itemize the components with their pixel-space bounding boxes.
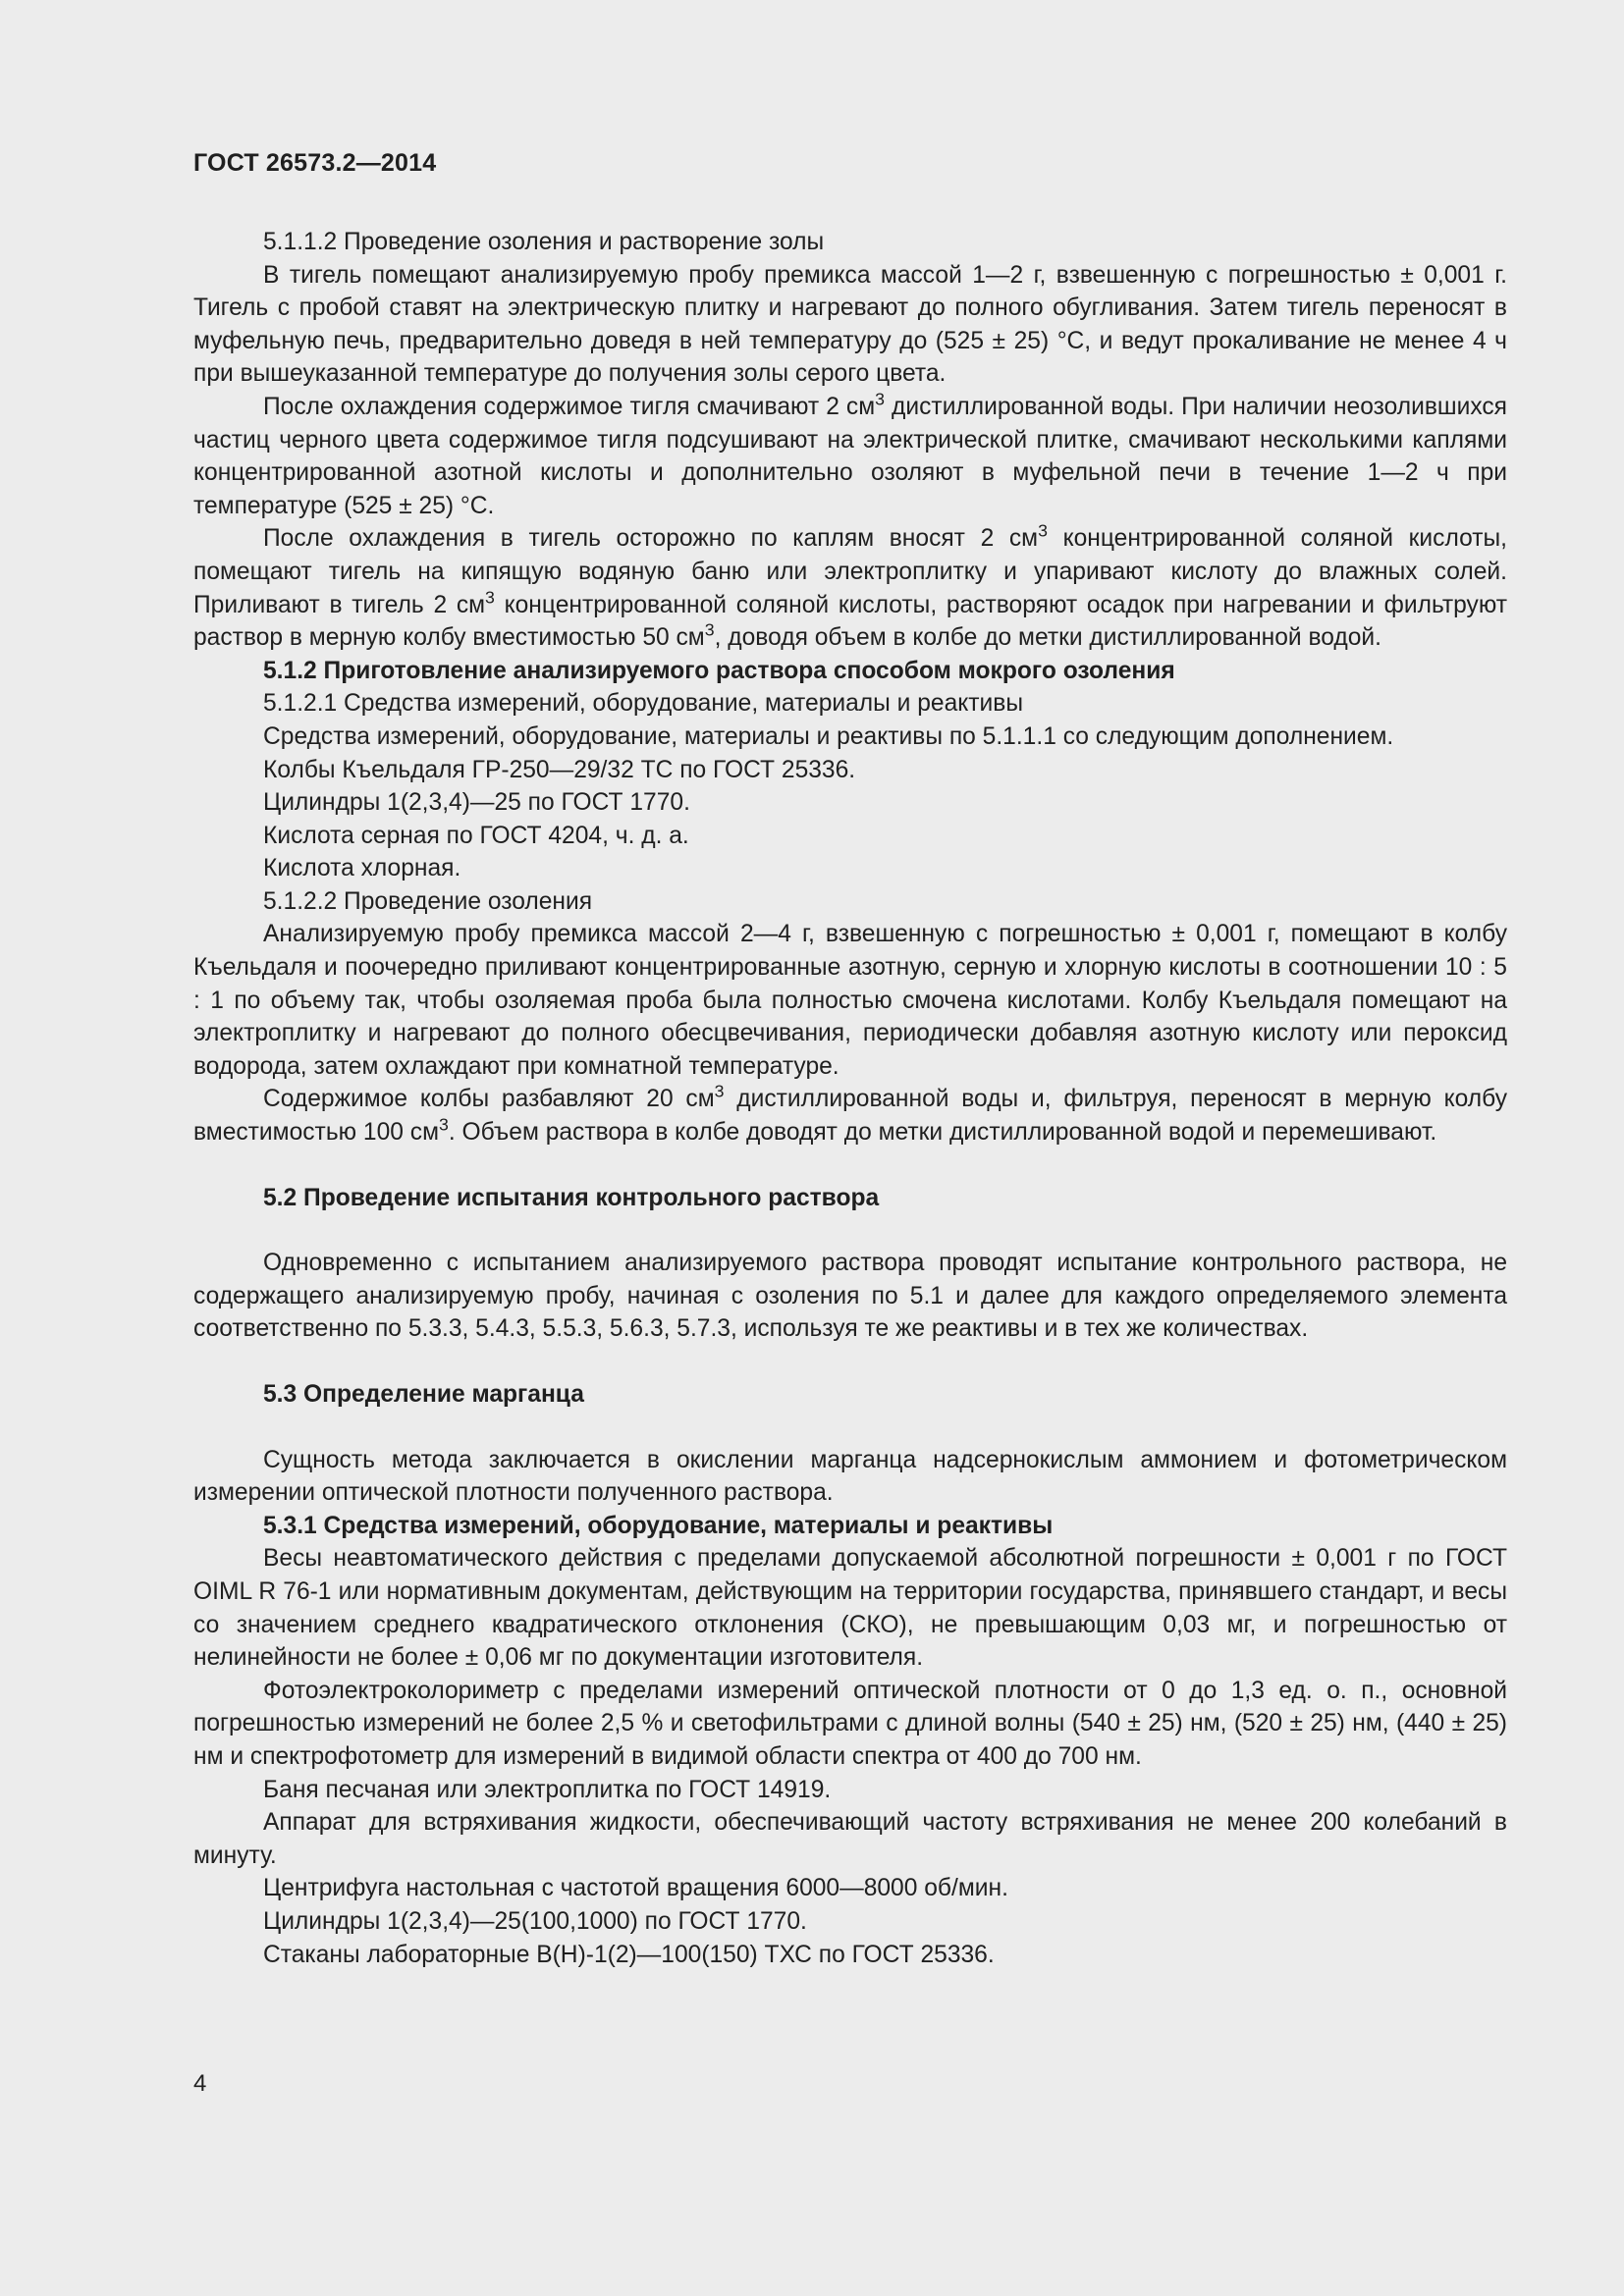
text-segment: Весы неавтоматического действия с пределами допускаемой абсолютной погрешности ± 0,001 г по ГОСТ OIML R 76-1 или нормативным документам, действующим на территории государства, принявшего стандарт, и весы со значением среднего квадратического отклонения (СКО), не превышающим 0,03 мг, и погрешностью от нелинейности не более ± 0,06 мг по документации изготовителя. xyxy=(193,1545,1507,1672)
text-segment: 5.2 Проведение испытания контрольного раствора xyxy=(263,1184,880,1211)
paragraph xyxy=(193,1774,1507,1807)
text-segment: 5.1.2.1 Средства измерений, оборудование, материалы и реактивы xyxy=(263,690,1024,718)
text-segment: 5.1.2 Приготовление анализируемого раствора способом мокрого озоления xyxy=(263,657,1175,684)
paragraph xyxy=(193,754,1507,787)
section-heading xyxy=(193,655,1507,688)
text-segment: Центрифуга настольная с частотой вращения 6000—8000 об/мин. xyxy=(263,1875,1008,1902)
text-segment: 5.3 Определение марганца xyxy=(263,1381,584,1408)
document-body xyxy=(193,226,1507,1971)
section-heading xyxy=(193,1510,1507,1543)
text-segment: концентрированной соляной кислоты, растворяют осадок при нагревании и фильтруют раствор в мерную колбу вместимостью 50 см xyxy=(193,591,1507,652)
paragraph xyxy=(193,226,1507,259)
text-segment: Кислота серная по ГОСТ 4204, ч. д. а. xyxy=(263,822,689,849)
document-header: ГОСТ 26573.2—2014 xyxy=(193,149,437,177)
text-segment: Содержимое колбы разбавляют 20 см xyxy=(263,1086,715,1113)
text-segment: 5.1.1.2 Проведение озоления и растворение золы xyxy=(263,229,825,255)
paragraph xyxy=(193,721,1507,754)
text-segment: дистиллированной воды. При наличии неозолившихся частиц черного цвета содержимое тигля подсушивают на электрической плитке, смачивают несколькими каплями концентрированной азотной кислоты и дополнительно озоляют в муфельной печи в течение 1—2 ч при температуре (525 ± 25) °С. xyxy=(193,393,1507,519)
paragraph xyxy=(193,786,1507,820)
text-segment: В тигель помещают анализируемую пробу премикса массой 1—2 г, взвешенную с погрешностью ± 0,001 г. Тигель с пробой ставят на электрическую плитку и нагревают до полного обугливания. Затем тигель переносят в муфельную печь, предварительно доведя в ней температуру до (525 ± 25) °С, и ведут прокаливание не менее 4 ч при вышеуказанной температуре до получения золы серого цвета. xyxy=(193,261,1507,388)
paragraph xyxy=(193,1806,1507,1872)
superscript: 3 xyxy=(1038,520,1048,541)
text-segment: 5.1.2.2 Проведение озоления xyxy=(263,887,593,915)
text-segment: Сущность метода заключается в окислении марганца надсернокислым аммонием и фотометрическом измерении оптической плотности полученного раствора. xyxy=(193,1446,1507,1507)
paragraph xyxy=(193,1675,1507,1774)
text-segment: Средства измерений, оборудование, материалы и реактивы по 5.1.1.1 со следующим дополнением. xyxy=(263,722,1394,750)
text-segment: Одновременно с испытанием анализируемого раствора проводят испытание контрольного раствора, не содержащего анализируемую пробу, начиная с озоления по 5.1 и далее для каждого определяемого элемента соответственно по 5.3.3, 5.4.3, 5.5.3, 5.6.3, 5.7.3, используя те же реактивы и в тех же количествах. xyxy=(193,1250,1507,1343)
superscript: 3 xyxy=(485,586,495,607)
text-segment: Фотоэлектроколориметр с пределами измерений оптической плотности от 0 до 1,3 ед. о. п., основной погрешностью измерений не более 2,5 % и светофильтрами с длиной волны (540 ± 25) нм, (520 ± 25) нм, (440 ± 25) нм и спектрофотометр для измерений в видимой области спектра от 400 до 700 нм. xyxy=(193,1677,1507,1770)
paragraph xyxy=(193,1083,1507,1148)
text-segment: После охлаждения в тигель осторожно по каплям вносят 2 см xyxy=(263,525,1039,553)
text-segment: дистиллированной воды и, фильтруя, переносят в мерную колбу вместимостью 100 см xyxy=(193,1086,1507,1147)
superscript: 3 xyxy=(875,389,885,409)
superscript: 3 xyxy=(714,1081,725,1101)
text-segment: 5.3.1 Средства измерений, оборудование, материалы и реактивы xyxy=(263,1512,1054,1539)
paragraph xyxy=(193,820,1507,853)
text-segment: Аппарат для встряхивания жидкости, обеспечивающий частоту встряхивания не менее 200 колебаний в минуту. xyxy=(193,1809,1507,1869)
paragraph xyxy=(193,391,1507,522)
paragraph xyxy=(193,1444,1507,1510)
paragraph xyxy=(193,885,1507,919)
text-segment: , доводя объем в колбе до метки дистиллированной водой. xyxy=(714,624,1382,652)
paragraph xyxy=(193,1542,1507,1674)
text-segment: Анализируемую пробу премикса массой 2—4 г, взвешенную с погрешностью ± 0,001 г, помещают в колбу Къельдаля и поочередно приливают концентрированные азотную, серную и хлорную кислоты в соотношении 10 : 5 : 1 по объему так, чтобы озоляемая проба была полностью смочена кислотами. Колбу Къельдаля помещают на электроплитку и нагревают до полного обесцвечивания, периодически добавляя азотную кислоту или пероксид водорода, затем охлаждают при комнатной температуре. xyxy=(193,921,1507,1080)
text-segment: Цилиндры 1(2,3,4)—25 по ГОСТ 1770. xyxy=(263,789,690,817)
text-segment: После охлаждения содержимое тигля смачивают 2 см xyxy=(263,393,876,420)
section-heading xyxy=(193,1182,1507,1215)
paragraph xyxy=(193,918,1507,1083)
paragraph xyxy=(193,1905,1507,1939)
paragraph xyxy=(193,259,1507,391)
superscript: 3 xyxy=(438,1114,449,1135)
paragraph xyxy=(193,522,1507,654)
text-segment: . Объем раствора в колбе доводят до метки дистиллированной водой и перемешивают. xyxy=(448,1119,1437,1147)
paragraph xyxy=(193,852,1507,885)
section-heading xyxy=(193,1378,1507,1412)
paragraph xyxy=(193,687,1507,721)
text-segment: концентрированной соляной кислоты, помещают тигель на кипящую водяную баню или электроплитку и упаривают кислоту до влажных солей. Приливают в тигель 2 см xyxy=(193,525,1507,618)
text-segment: Стаканы лабораторные В(Н)-1(2)—100(150) ТХС по ГОСТ 25336. xyxy=(263,1941,995,1968)
paragraph xyxy=(193,1247,1507,1346)
text-segment: Кислота хлорная. xyxy=(263,855,461,882)
paragraph xyxy=(193,1872,1507,1905)
text-segment: Баня песчаная или электроплитка по ГОСТ 14919. xyxy=(263,1776,832,1803)
paragraph xyxy=(193,1939,1507,1972)
superscript: 3 xyxy=(704,619,715,640)
text-segment: Цилиндры 1(2,3,4)—25(100,1000) по ГОСТ 1770. xyxy=(263,1907,807,1935)
text-segment: Колбы Къельдаля ГР-250—29/32 ТС по ГОСТ 25336. xyxy=(263,756,856,783)
page-number: 4 xyxy=(193,2070,207,2097)
